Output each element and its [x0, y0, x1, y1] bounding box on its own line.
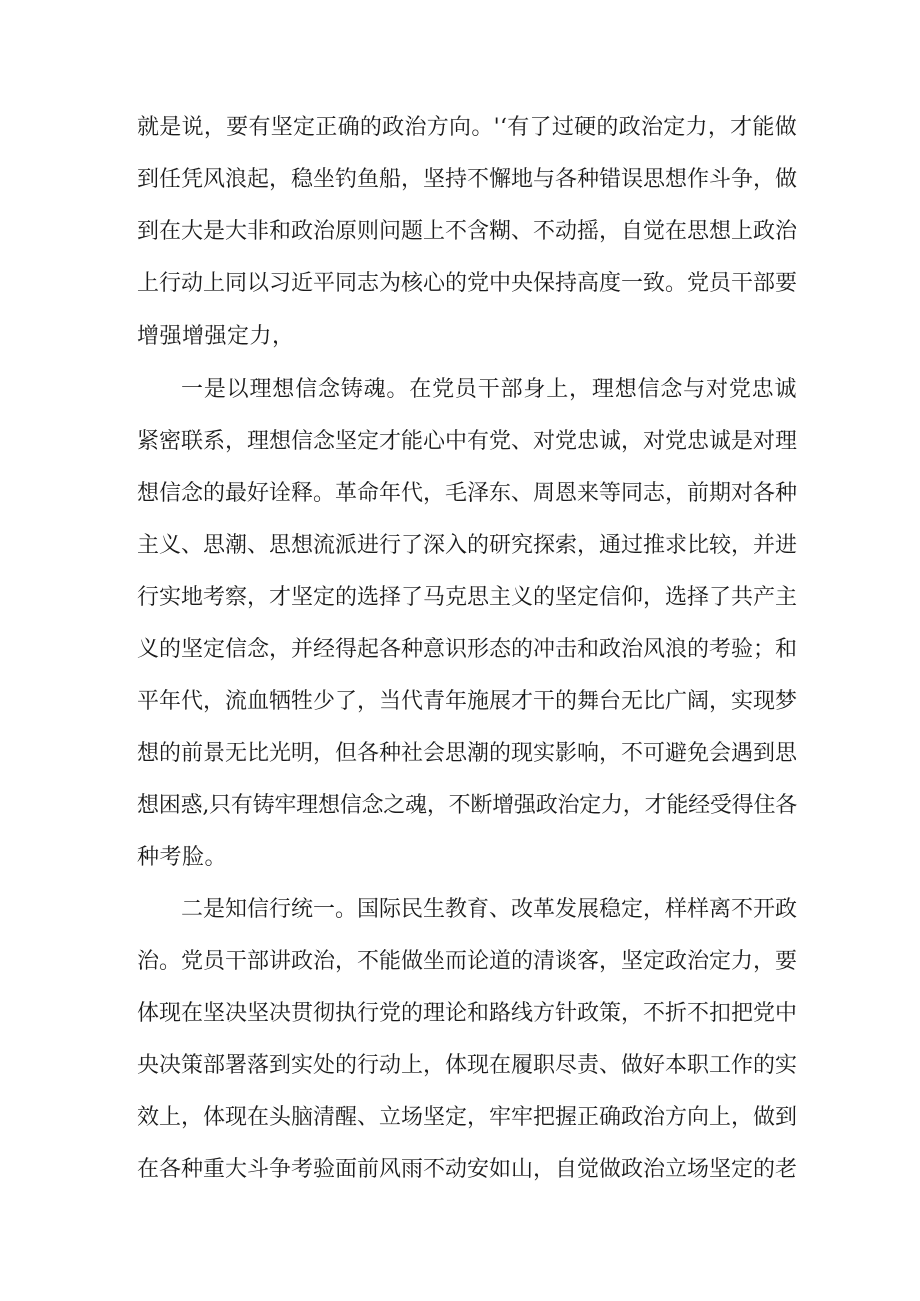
- text-line: 主义、思潮、思想流派进行了深入的研究探索，通过推求比较，并进: [137, 533, 797, 558]
- text-line: 想的前景无比光明，但各种社会思潮的现实影响，不可避免会遇到思: [137, 741, 797, 766]
- text-line: 义的坚定信念，并经得起各种意识形态的冲击和政治风浪的考验；和: [137, 637, 797, 662]
- text-line: 平年代，流血牺牲少了，当代青年施展才干的舞台无比广阔，实现梦: [137, 689, 797, 714]
- text-line: 央决策部署落到实处的行动上，体现在履职尽责、做好本职工作的实: [137, 1053, 797, 1078]
- text-line: 想信念的最好诠释。革命年代，毛泽东、周恩来等同志，前期对各种: [137, 481, 797, 506]
- text-line: 就是说，要有坚定正确的政治方向。'‘有了过硬的政治定力，才能做: [137, 115, 797, 140]
- text-line: 种考脸。: [137, 845, 228, 870]
- text-line: 效上，体现在头脑清醒、立场坚定，牢牢把握正确政治方向上，做到: [137, 1105, 797, 1130]
- text-line: 增强增强定力，: [137, 324, 295, 349]
- text-line: 治。党员干部讲政治，不能做坐而论道的清谈客，坚定政治定力，要: [137, 949, 797, 974]
- paragraph-1-first-line: 一是以理想信念铸魂。在党员干部身上，理想信念与对党忠诚: [181, 377, 797, 402]
- text-line: 上行动上同以习近平同志为核心的党中央保持高度一致。党员干部要: [137, 271, 797, 296]
- text-line: 到在大是大非和政治原则问题上不含糊、不动摇，自觉在思想上政治: [137, 219, 797, 244]
- text-line: 紧密联系，理想信念坚定才能心中有党、对党忠诚，对党忠诚是对理: [137, 429, 797, 454]
- text-line: 到任凭风浪起，稳坐钓鱼船，坚持不懈地与各种错误思想作斗争，做: [137, 167, 797, 192]
- text-line: 体现在坚决坚决贯彻执行党的理论和路线方针政策，不折不扣把党中: [137, 1001, 797, 1026]
- paragraph-2-first-line: 二是知信行统一。国际民生教育、改革发展稳定，样样离不开政: [181, 897, 797, 922]
- text-line: 想困惑,只有铸牢理想信念之魂，不断增强政治定力，才能经受得住各: [137, 793, 797, 818]
- text-line: 在各种重大斗争考验面前风雨不动安如山，自觉做政治立场坚定的老: [137, 1157, 797, 1182]
- text-line: 行实地考察，才坚定的选择了马克思主义的坚定信仰，选择了共产主: [137, 585, 797, 610]
